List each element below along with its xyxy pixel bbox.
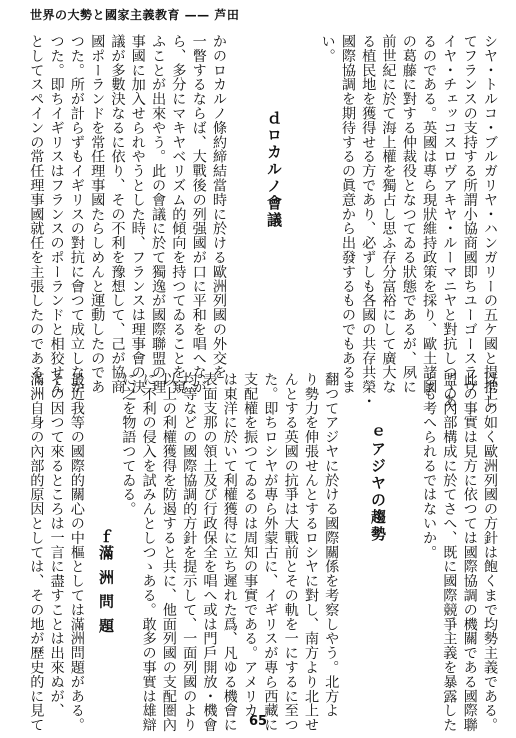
section-heading-e: ｅアジヤの趨勢	[369, 424, 387, 543]
text-line: ら、多分にマキヤベリズム的傾向を持つてゐることを窺	[170, 34, 187, 394]
text-line: 最近我等の國際的關心の中樞としては滿洲問題がある。	[68, 372, 85, 732]
text-line: い。	[319, 34, 336, 63]
text-line: に不利の侵入を試みんとしつゝある。敢多の事實は雄辯	[140, 372, 157, 732]
text-line: 支配權を振つてゐるのは周知の事實である。アメリカ	[242, 372, 259, 718]
text-line: 國際協調を期待するの眞意から出發するものでもあるま	[339, 34, 356, 394]
text-line: 議が多數決なるに依り、その不利を豫想して、己が協商	[109, 34, 126, 394]
text-line: イヤ・チェッコスロヴアキヤ・ルーマニヤと對抗しつゝあ	[441, 34, 458, 409]
page-number: 65	[248, 714, 268, 729]
lower-para-1	[419, 372, 500, 732]
text-line: とも考へられるではないか。	[421, 372, 438, 560]
text-line: つた。即ちイギリスはフランスのポーランドと相狡せん	[48, 34, 65, 394]
text-line: の葛藤に對する仲裁役となつてゐる狀態であるが、夙に	[400, 34, 417, 394]
text-line: 均等などの國際協調的方針を提示して、一面列國のより	[181, 372, 198, 732]
text-line: 滿洲自身の內部的原因としては、その地が歷史的に見て	[28, 372, 45, 732]
text-line: かのロカルノ條約締結當時に於ける歐洲列國の外交を	[210, 34, 227, 380]
text-line: ふことが出來やう。此の會議に於て獨逸が國際聯盟の理	[150, 34, 167, 394]
text-line: 表面支那の領土及び行政保全を唱へ或は門戶開放・機會	[201, 372, 218, 732]
text-line: つた。所が計らずもイギリスの對抗に會つて成立しなか	[68, 34, 85, 394]
text-line: 翻つてアジヤに於ける國際關係を考察しやう。北方よ	[323, 372, 340, 718]
section-heading-d: ｄロカルノ會議	[265, 110, 283, 229]
text-line: 一瞥するならば、大戰後の列强國が口に平和を唱へなが	[190, 34, 207, 394]
text-line: る植民地を獲得せる方であり、必ずしも各國の共存共榮・	[360, 34, 377, 409]
text-line: 盟の內部構成に於てさへ、既に國際競爭主義を暴露した	[441, 372, 458, 732]
text-line: るのである。英國は專ら現狀維持政策を採り、歐土諸國	[421, 34, 438, 394]
text-line: その因つて來るところは一言に盡すことは出來ぬが、	[48, 372, 65, 718]
text-line: 以上の如く歐洲列國の方針は飽くまで均勢主義である。	[482, 372, 498, 732]
text-line: 此の事實は見方に依つては國際協調の機關である國際聯	[461, 372, 478, 732]
upper-para-1	[317, 34, 500, 409]
text-line: としてスペインの常任理事國就任を主張したのである。	[28, 34, 45, 394]
lower-para-3	[26, 372, 87, 732]
text-line: てフランスの支持する所謂小協商國即ちユーゴースラヴ	[461, 34, 478, 394]
text-line: 以上の利權獲得を防遏すると共に、他面列國の支配圏內	[160, 372, 177, 732]
text-line: 國ポーランドを常任理事國たらしめんと運動したのであ	[89, 34, 106, 394]
text-line: 前世紀に於て海上權を獨占し思ふ存分富裕にして廣大な	[380, 34, 397, 394]
upper-para-2	[26, 34, 229, 394]
text-line: シヤ・トルコ・ブルガリヤ・ハンガリーの五ケ國と提携し	[482, 34, 498, 409]
running-title: 世界の大勢と國家主義教育 —— 芦田	[30, 8, 240, 22]
text-line: は東洋に於いて利權獲得に立ち遲れた爲、凡ゆる機會に	[221, 372, 238, 732]
text-line: り勢力を伸張せんとするロシヤに對し、南方より北上せ	[302, 372, 319, 732]
text-line: に之を物語つてゐる。	[120, 372, 137, 516]
text-line: 事國に加入せられやうとした時、フランスは理事會の決	[129, 34, 146, 394]
running-header	[0, 6, 516, 20]
text-line: んとする英國の抗爭は大戰前とその軌を一にするに至つ	[282, 372, 299, 732]
text-line: た。即ちロシヤが專ら外蒙古に、イギリスが專ら西藏に	[262, 372, 279, 732]
section-heading-f: ｆ滿 洲 問 題	[97, 528, 115, 635]
